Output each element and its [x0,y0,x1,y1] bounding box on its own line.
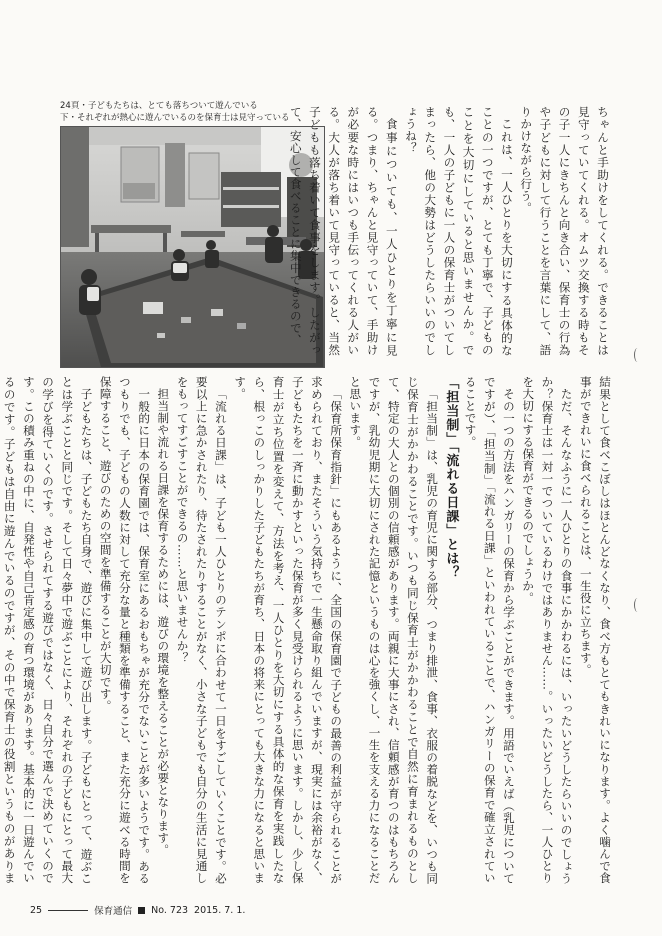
paragraph: 結果として食べこぼしはほとんどなくなり、食べ方もとてもきれいになります。よく噛んで食事ができれいに食べられることは、一生役に立ちます。 [578,376,612,884]
paragraph: これは、一人ひとりを大切にする具体的なことの一つですが、とても丁寧で、子どものことを大切にしていると思いませんか。でも、一人の子どもに一人の保育士がついてしまったら、他の大勢はどうしたらいいのでしょうね？ [403,106,514,356]
photo-caption-bottom: 下・それぞれが熱心に遊んでいるのを保育士は見守っている [60,113,290,123]
paragraph: 「流れる日課」は、子ども一人ひとりのテンポに合わせて一日をすごしていくことです。必要以上に急かされたり、待たされたりすることがなく、小さな子どもでも自分の生活に見通しをもってすごすことができるの……と思いませんか？ [175,376,228,884]
issue-date: 2015. 7. 1. [194,904,246,916]
paragraph: 子どもたちは、子どもたち自身で、遊びに集中して遊び出します。子どもにとって、遊ぶことは学ぶことと同じです。そして日々夢中で遊ぶことにより、それぞれの子どもにとって最大の学びを得ていくのです。させられてする遊びではなく、日々自分で選んで決めていくのです。この積み重ねの中に、自発性や自己肯定感の育つ環境があります。基本的に一日遊んでいるのです。子どもは自由に遊んでいるのですが、その中で保育士の役割というものがありま [2,376,94,884]
paragraph: 「担当制」は、乳児の育児に関する部分、つまり排泄、食事、衣服の着脱などを、いつも同じ保育士がかかわることです。いつも同じ保育士がかかわることで自然に育まれるものとして、特定の大人との個別の信頼感があります。両親に大事にされ、信頼感が育つのはもちろんですが、乳幼児期に大切にされた記憶というものは心を強くし、一生を支える力になることだと思います。 [348,376,440,884]
footer-rule [48,910,88,911]
publication-name: 保育通信 [94,906,133,917]
paragraph: 一般的に日本の保育園では、保育室にあるおもちゃが充分でないことが多いようです。あるつもりでも、子どもの人数に対して充分な量と種類を準備すること、また充分に遊べる時間を保障すること、遊びのための空間を準備することが大切です。 [98,376,152,884]
upper-text-block [288,106,612,356]
paragraph: 「保育所保育指針」にもあるように、全国の保育園で子どもの最善の利益が守られることが求められており、またそういう気持ちで一生懸命取り組んでいますが、現実には余裕がなく、子どもたちを一斉に動かすといった保育が多く見受けられるように思います。しかし、少し保育士が立ち位置を変えて、方法を考え、一人ひとりを大切にする具体的な保育を実践したなら、根っこのしっかりした子どもたちが育ち、日本の将来にとっても大きな力になると思います。 [233,376,344,884]
paragraph: 担当制や流れる日課を保育するためには、遊びの環境を整えることが必要となります。 [156,387,171,856]
section-heading: 「担当制」「流れる日課」とは？ [443,376,459,580]
photo-caption-top: 24頁・子どもたちは、とても落ちついて遊んでいる [60,101,258,111]
square-icon [138,907,145,914]
issue-number: No. 723 [151,904,189,916]
page-number: 25 [30,904,43,916]
paragraph: ちゃんと手助けをしてくれる。できることは見守っていてくれる。オムツ交換する時もその子一人にきちんと向き合い、保育士の行為や子どもに対して行うことを言葉にして、語りかけながら行う。 [519,106,610,356]
paragraph: ただ、そんなふうに一人ひとりの食事にかかわるには、いったいどうしたらいいのでしょうか？保育士は一対一でついているわけではありません……。いったいどうしたら、一人ひとりを大切にする保育ができるのでしょうか。 [521,376,574,884]
page-footer [30,903,245,917]
paragraph: その一つの方法をハンガリーの保育から学ぶことができます。用語でいえば（乳児についてですが）、「担当制」「流れる日課」といわれていることで、ハンガリーの保育で確立されていることです。 [463,376,516,884]
paragraph: 食事についても、一人ひとりを丁寧に見る。つまり、ちゃんと見守っていて、手助けが必要な時にはいつも手伝ってくれる人がいる。大人が落ち着いて見守っていると、当然子どもも落ち着いて食事をします。したがって、安心して食べることに集中できるので、 [288,106,399,356]
registration-mark [634,598,641,612]
registration-mark [634,348,641,362]
lower-text-block [2,376,614,884]
